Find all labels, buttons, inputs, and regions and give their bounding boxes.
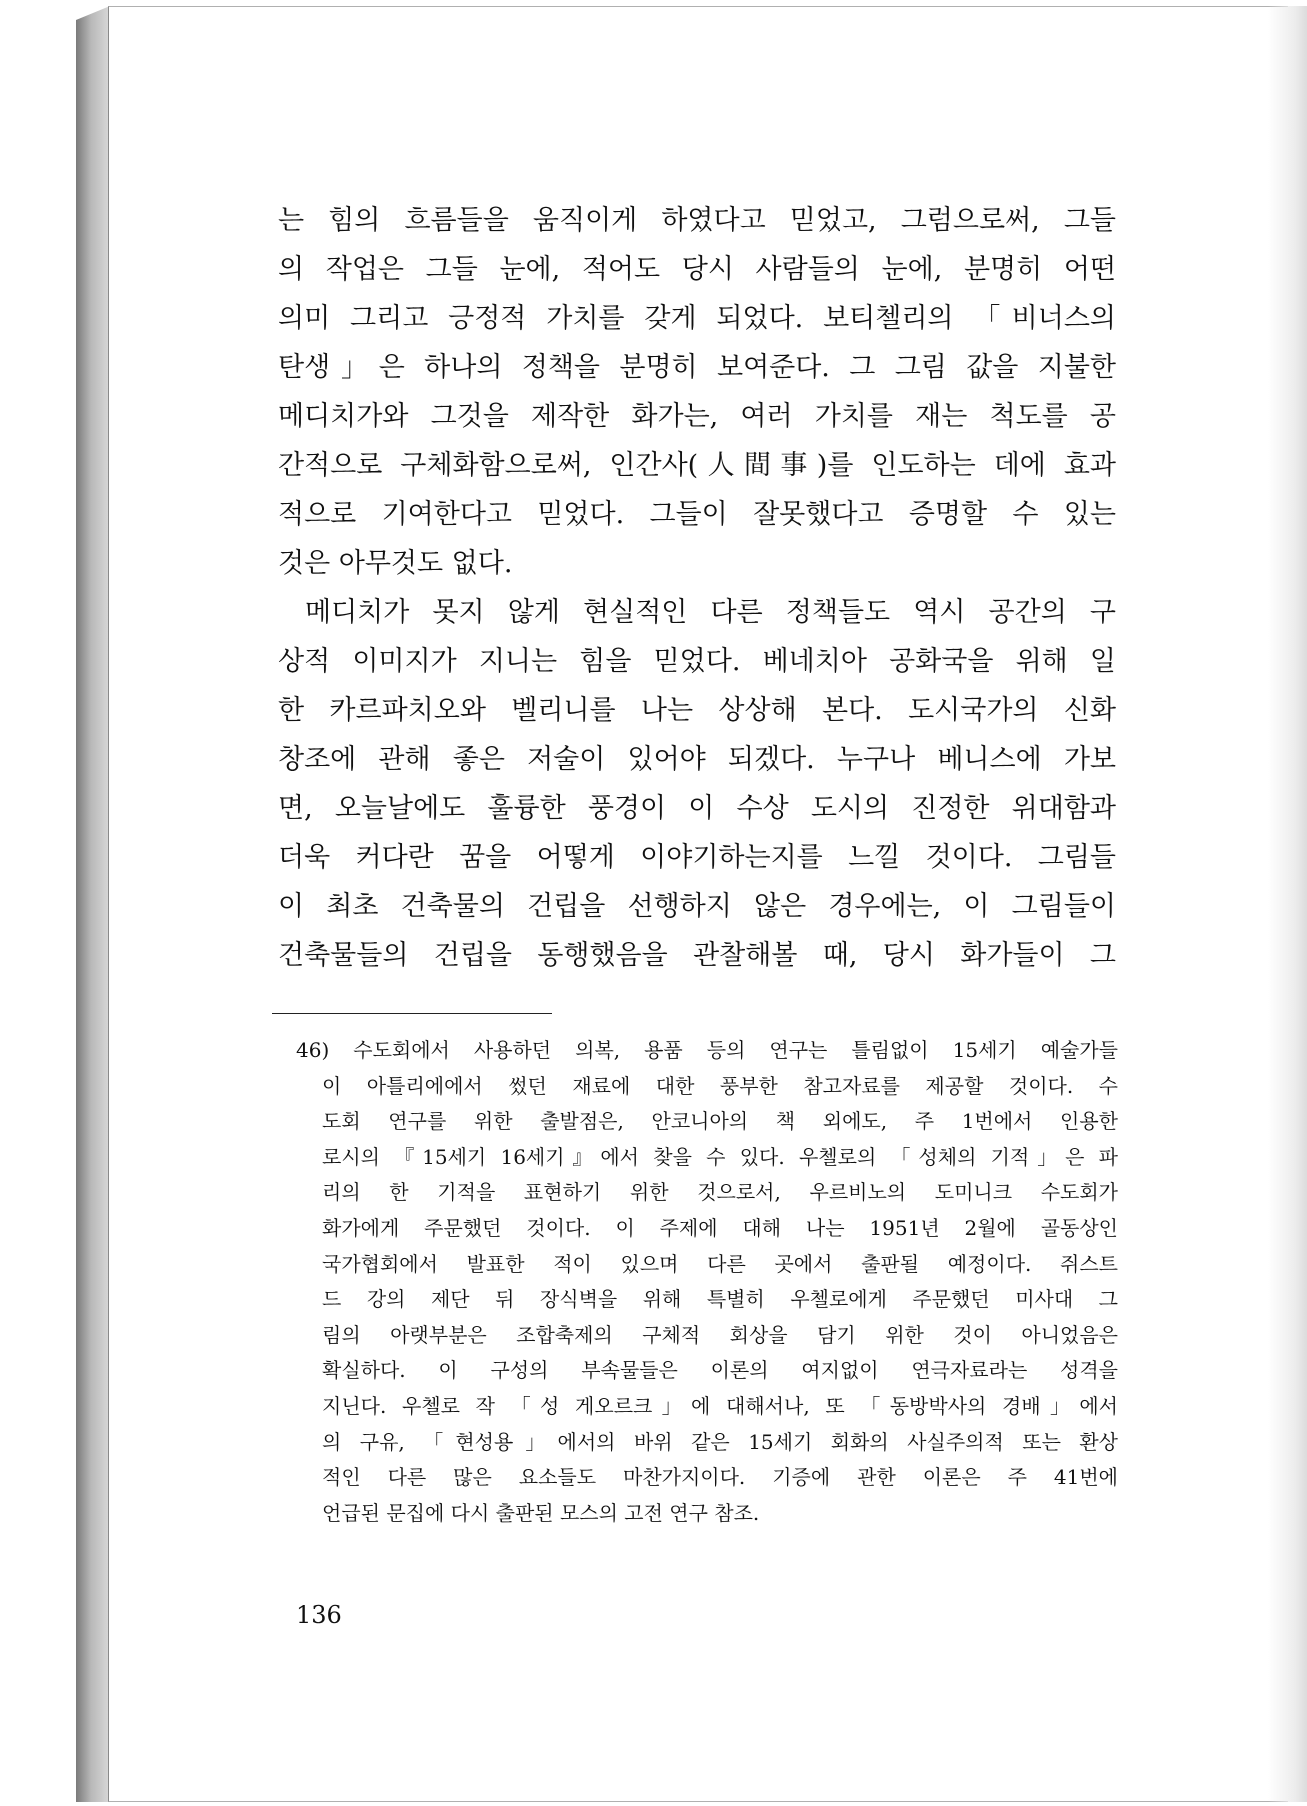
footnote-divider: [272, 1013, 552, 1014]
footnote-line: 국가협회에서 발표한 적이 있으며 다른 곳에서 출판될 예정이다. 쥐스트: [322, 1251, 1118, 1276]
footnote-line: 로시의 『15세기 16세기』에서 찾을 수 있다. 우첼로의 「성체의 기적」은 파: [322, 1144, 1118, 1169]
footnote-line: 지닌다. 우첼로 작 「성 게오르크」에 대해서나, 또 「동방박사의 경배」에서: [322, 1393, 1118, 1418]
text-line: 는 힘의 흐름들을 움직이게 하였다고 믿었고, 그럼으로써, 그들: [278, 205, 1116, 236]
paragraph-2: [278, 588, 1116, 980]
footnote-line: 적인 다른 많은 요소들도 마찬가지이다. 기증에 관한 이론은 주 41번에: [322, 1465, 1118, 1490]
page-edge-shadow: [1268, 6, 1307, 1802]
text-line: 간적으로 구체화함으로써, 인간사(人間事)를 인도하는 데에 효과: [278, 450, 1116, 481]
footnote-line: 도회 연구를 위한 출발점은, 안코니아의 책 외에도, 주 1번에서 인용한: [322, 1109, 1118, 1134]
book-spine: [76, 6, 110, 1802]
text-line: 의미 그리고 긍정적 가치를 갖게 되었다. 보티첼리의 「비너스의: [278, 303, 1116, 334]
text-line: 한 카르파치오와 벨리니를 나는 상상해 본다. 도시국가의 신화: [278, 695, 1116, 726]
text-line: 이 최초 건축물의 건립을 선행하지 않은 경우에는, 이 그림들이: [278, 891, 1116, 922]
footnote-line: 46) 수도회에서 사용하던 의복, 용품 등의 연구는 틀림없이 15세기 예술가들: [296, 1038, 1118, 1062]
text-line: 더욱 커다란 꿈을 어떻게 이야기하는지를 느낄 것이다. 그림들: [278, 842, 1116, 873]
footnote-line: 이 아틀리에에서 썼던 재료에 대한 풍부한 참고자료를 제공할 것이다. 수: [322, 1073, 1118, 1098]
paragraph-1: [278, 196, 1116, 588]
text-line: 면, 오늘날에도 훌륭한 풍경이 이 수상 도시의 진정한 위대함과: [278, 793, 1116, 824]
text-line: 적으로 기여한다고 믿었다. 그들이 잘못했다고 증명할 수 있는: [278, 499, 1116, 530]
body-text: [278, 196, 1116, 980]
text-line: 상적 이미지가 지니는 힘을 믿었다. 베네치아 공화국을 위해 일: [278, 646, 1116, 677]
text-line: 메디치가 못지 않게 현실적인 다른 정책들도 역시 공간의 구: [305, 597, 1116, 628]
text-line: 창조에 관해 좋은 저술이 있어야 되겠다. 누구나 베니스에 가보: [278, 744, 1116, 775]
footnote-line: 의 구유, 「현성용」에서의 바위 같은 15세기 회화의 사실주의적 또는 환상: [322, 1429, 1118, 1454]
text-line: 것은 아무것도 없다.: [278, 548, 513, 579]
text-line: 탄생」은 하나의 정책을 분명히 보여준다. 그 그림 값을 지불한: [278, 352, 1116, 383]
footnote-line: 확실하다. 이 구성의 부속물들은 이론의 여지없이 연극자료라는 성격을: [322, 1358, 1118, 1383]
text-line: 메디치가와 그것을 제작한 화가는, 여러 가치를 재는 척도를 공: [278, 401, 1116, 432]
footnote-46: [296, 1033, 1118, 1531]
footnote-line: 화가에게 주문했던 것이다. 이 주제에 대해 나는 1951년 2월에 골동상인: [322, 1215, 1118, 1240]
footnote-line: 언급된 문집에 다시 출판된 모스의 고전 연구 참조.: [322, 1500, 760, 1525]
footnote-line: 드 강의 제단 뒤 장식벽을 위해 특별히 우첼로에게 주문했던 미사대 그: [322, 1287, 1118, 1312]
text-line: 건축물들의 건립을 동행했음을 관찰해볼 때, 당시 화가들이 그: [278, 940, 1116, 971]
footnote-line: 리의 한 기적을 표현하기 위한 것으로서, 우르비노의 도미니크 수도회가: [322, 1180, 1118, 1205]
footnote-line: 림의 아랫부분은 조합축제의 구체적 회상을 담기 위한 것이 아니었음은: [322, 1322, 1118, 1347]
text-line: 의 작업은 그들 눈에, 적어도 당시 사람들의 눈에, 분명히 어떤: [278, 254, 1116, 285]
page-number: 136: [296, 1601, 342, 1629]
